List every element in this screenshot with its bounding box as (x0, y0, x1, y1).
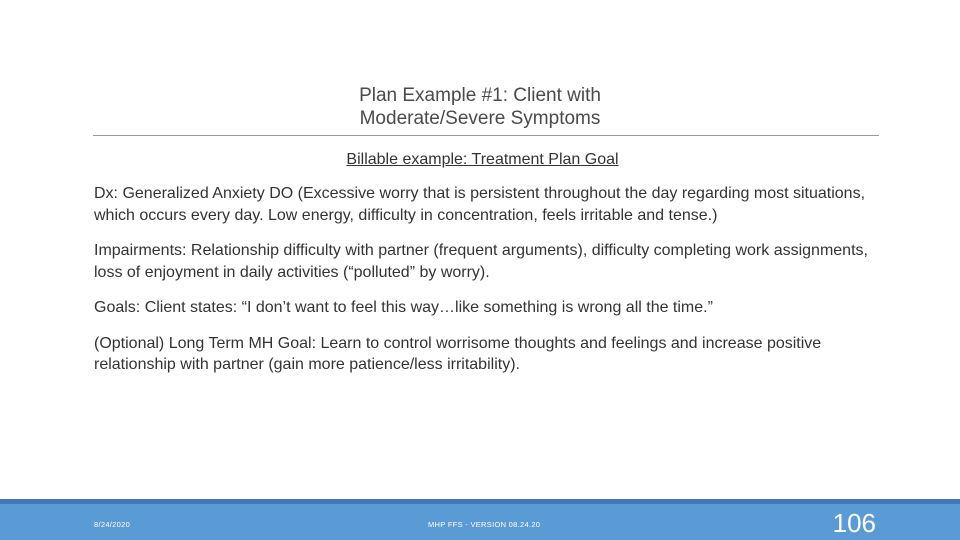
slide-title-line-2: Moderate/Severe Symptoms (359, 108, 601, 129)
footer-band-accent (0, 499, 960, 504)
long-term-goal-paragraph: (Optional) Long Term MH Goal: Learn to control worrisome thoughts and feelings and increase positive relationship with partner (gain more patience/less irritability). (94, 334, 822, 373)
title-divider (93, 135, 879, 136)
footer-date: 8/24/2020 (94, 520, 131, 529)
impairments-paragraph: Impairments: Relationship difficulty with partner (frequent arguments), difficulty completing work assignments, loss of enjoyment in daily activities (“polluted” by worry). (94, 242, 868, 281)
slide-title-line-1: Plan Example #1: Client with (359, 85, 601, 106)
goals-paragraph: Goals: Client states: “I don’t want to feel this way…like something is wrong all the time.” (94, 299, 713, 316)
slide-body (94, 183, 884, 376)
footer-version: MHP FFS - VERSION 08.24.20 (428, 520, 541, 529)
slide-number: 106 (832, 508, 876, 538)
slide-subtitle: Billable example: Treatment Plan Goal (346, 151, 619, 168)
diagnosis-paragraph: Dx: Generalized Anxiety DO (Excessive worry that is persistent throughout the day regarding most situations, which occurs every day. Low energy, difficulty in concentration, feels irritable and tense.) (94, 185, 866, 224)
slide-title (0, 84, 960, 130)
